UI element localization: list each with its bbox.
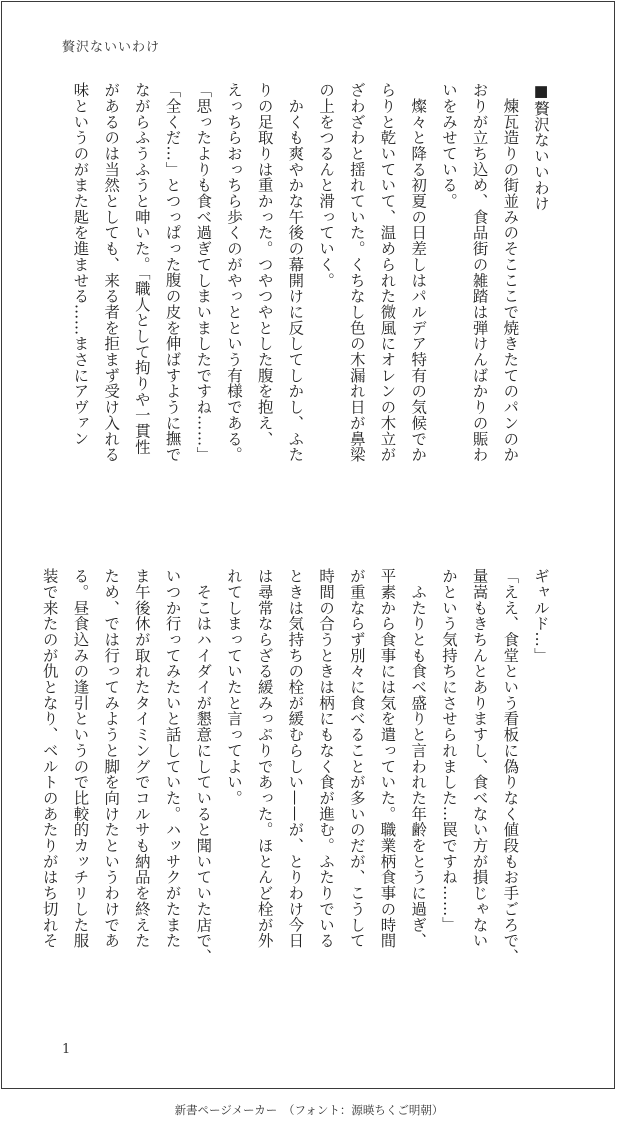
page-number: 1 (62, 1042, 71, 1057)
text-line: ま午後休が取れたタイミングでコルサも納品を終えた (132, 568, 151, 949)
text-line: いつか行ってみたいと話していた。ハッサクがたまた (163, 568, 182, 949)
text-line: 煉瓦造りの街並みのそこここで焼きたてのパンのか (501, 82, 520, 463)
text-line: そこはハイダイが懇意にしていると聞いていた店で、 (194, 568, 213, 965)
text-line: ざわざわと揺れていた。くちなし色の木漏れ日が鼻梁 (347, 82, 366, 463)
text-line: えっちらおっちら歩くのがやっとという有様である。 (224, 82, 243, 463)
text-line: 味というのがまた匙を進ませる……まさにアヴァン (71, 82, 90, 447)
text-line: おりが立ち込め、食品街の雑踏は弾けんばかりの賑わ (470, 82, 489, 463)
text-line: れてしまっていたと言ってよい。 (224, 568, 243, 806)
text-line: が重ならず別々に食べることが多いのだが、こうして (347, 568, 366, 949)
text-line: かくも爽やかな午後の幕開けに反してしかし、ふた (286, 82, 305, 463)
footer-credit: 新書ページメーカー （フォント：源暎ちくご明朝） (174, 1103, 444, 1117)
text-line: ときは気持ちの栓が緩むらしい——が、とりわけ今日 (286, 568, 305, 949)
text-line: らりと乾いていて、温められた微風にオレンの木立が (378, 82, 397, 463)
text-line: の上をつるんと滑っていく。 (317, 82, 336, 289)
text-line: ■贅沢ないいわけ (532, 82, 550, 212)
text-line: 量嵩もきちんとありますし、食べない方が損じゃない (470, 568, 489, 949)
text-line: 平素から食事には気を遣っていた。職業柄食事の時間 (378, 568, 397, 949)
document-page (1, 1, 615, 1089)
text-line: ながらふうふうと呻いた。「職人として拘りや一貫性 (132, 82, 151, 455)
text-block-lower (40, 568, 556, 1018)
text-line: 燦々と降る初夏の日差しはパルデア特有の気候でか (409, 82, 428, 463)
text-line: いをみせている。 (439, 82, 458, 209)
text-line: があるのは当然としても、来る者を拒まず受け入れる (102, 82, 121, 463)
text-line: ギャルド…」 (532, 568, 550, 664)
text-block-upper (54, 82, 556, 532)
text-line: る。昼食込みの逢引というので比較的カッチリした服 (71, 568, 90, 949)
text-line: かという気持ちにさせられました…罠ですね……」 (439, 568, 458, 933)
text-line: 「思ったよりも食べ過ぎてしまいましたですね……」 (194, 82, 213, 463)
running-header: 贅沢ないいわけ (62, 40, 161, 55)
text-line: 時間の合うときは柄にもなく食が進む。ふたりでいる (317, 568, 336, 949)
text-line: 「全くだ…」とつっぱった腹の皮を伸ばすように撫で (163, 82, 182, 463)
text-line: ため、では行ってみようと脚を向けたというわけであ (102, 568, 121, 949)
text-line: 装で来たのが仇となり、ベルトのあたりがはち切れそ (40, 568, 59, 949)
text-line: ふたりとも食べ盛りと言われた年齢をとうに過ぎ、 (409, 568, 428, 949)
text-line: りの足取りは重かった。つやつやとした腹を抱え、 (255, 82, 274, 447)
text-line: 「ええ、食堂という看板に偽りなく値段もお手ごろで、 (501, 568, 520, 965)
text-line: は尋常ならざる緩みっぷりであった。ほとんど栓が外 (255, 568, 274, 949)
